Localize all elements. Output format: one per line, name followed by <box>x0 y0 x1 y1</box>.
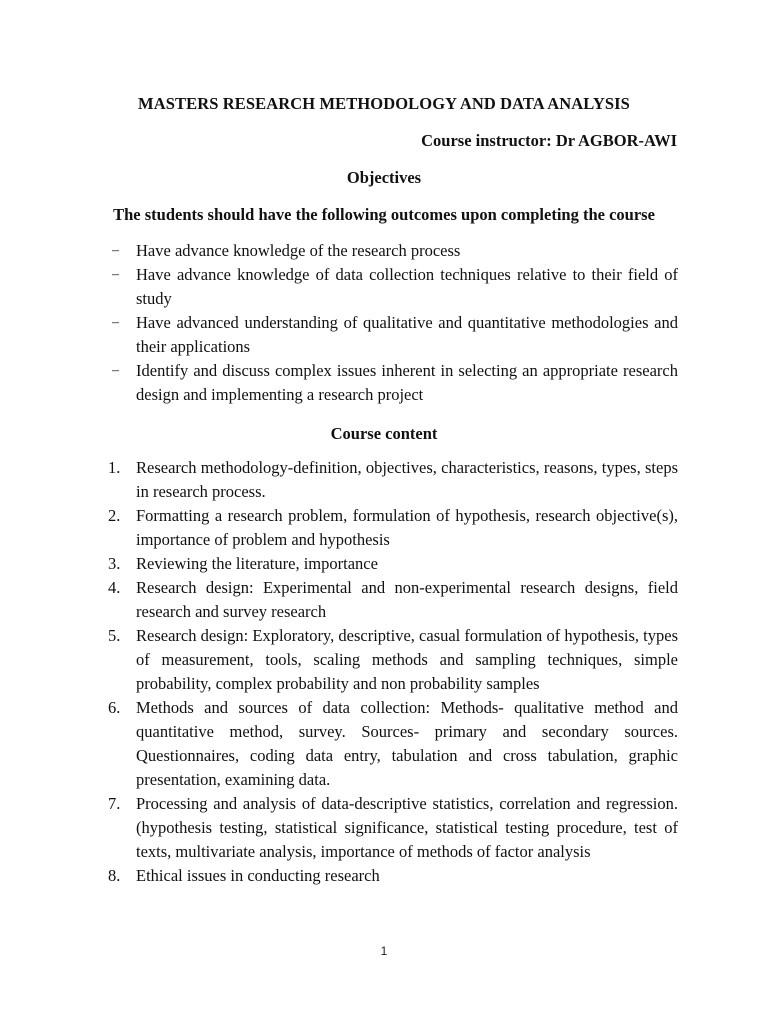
list-item <box>108 576 678 624</box>
list-item <box>108 792 678 864</box>
objective-text: Have advance knowledge of data collection techniques relative to their field of study <box>136 265 678 308</box>
list-item <box>108 624 678 696</box>
dash-marker: – <box>112 363 119 378</box>
list-item <box>108 456 678 504</box>
number-marker: 1. <box>108 458 121 477</box>
number-marker: 4. <box>108 578 121 597</box>
list-item <box>108 239 678 263</box>
list-item <box>108 552 678 576</box>
document-title: MASTERS RESEARCH METHODOLOGY AND DATA ANALYSIS <box>138 94 630 113</box>
number-marker: 8. <box>108 866 121 885</box>
course-content-heading: Course content <box>330 424 438 443</box>
number-marker: 3. <box>108 554 121 573</box>
content-text: Reviewing the literature, importance <box>136 554 378 573</box>
objectives-intro: The students should have the following outcomes upon completing the course <box>113 205 655 224</box>
objectives-list <box>108 239 678 407</box>
list-item <box>108 504 678 552</box>
number-marker: 2. <box>108 506 121 525</box>
objective-text: Have advanced understanding of qualitative and quantitative methodologies and their applications <box>136 313 678 356</box>
list-item <box>108 311 678 359</box>
dash-marker: – <box>112 243 119 258</box>
objectives-heading: Objectives <box>346 168 422 187</box>
objective-text: Have advance knowledge of the research process <box>136 241 461 260</box>
content-text: Processing and analysis of data-descriptive statistics, correlation and regression. (hypothesis testing, statistical significance, statistical testing procedure, test of texts, multivariate analysis, importance of methods of factor analysis <box>136 794 678 861</box>
objective-text: Identify and discuss complex issues inherent in selecting an appropriate research design and implementing a research project <box>136 361 678 404</box>
content-text: Research methodology-definition, objectives, characteristics, reasons, types, steps in research process. <box>136 458 678 501</box>
number-marker: 5. <box>108 626 121 645</box>
page-number: 1 <box>380 944 388 958</box>
list-item <box>108 359 678 407</box>
content-text: Research design: Experimental and non-experimental research designs, field research and survey research <box>136 578 678 621</box>
number-marker: 6. <box>108 698 121 717</box>
list-item <box>108 864 678 888</box>
course-instructor: Course instructor: Dr AGBOR-AWI <box>421 131 677 150</box>
content-text: Ethical issues in conducting research <box>136 866 380 885</box>
number-marker: 7. <box>108 794 121 813</box>
dash-marker: – <box>112 315 119 330</box>
content-text: Research design: Exploratory, descriptive, casual formulation of hypothesis, types of measurement, tools, scaling methods and sampling techniques, simple probability, complex probability and non probability samples <box>136 626 678 693</box>
course-content-list <box>108 456 678 888</box>
list-item <box>108 696 678 792</box>
list-item <box>108 263 678 311</box>
content-text: Methods and sources of data collection: Methods- qualitative method and quantitative method, survey. Sources- primary and secondary sources. Questionnaires, coding data entry, tabulation and cross tabulation, graphic presentation, examining data. <box>136 698 678 789</box>
content-text: Formatting a research problem, formulation of hypothesis, research objective(s), importance of problem and hypothesis <box>136 506 678 549</box>
dash-marker: – <box>112 267 119 282</box>
